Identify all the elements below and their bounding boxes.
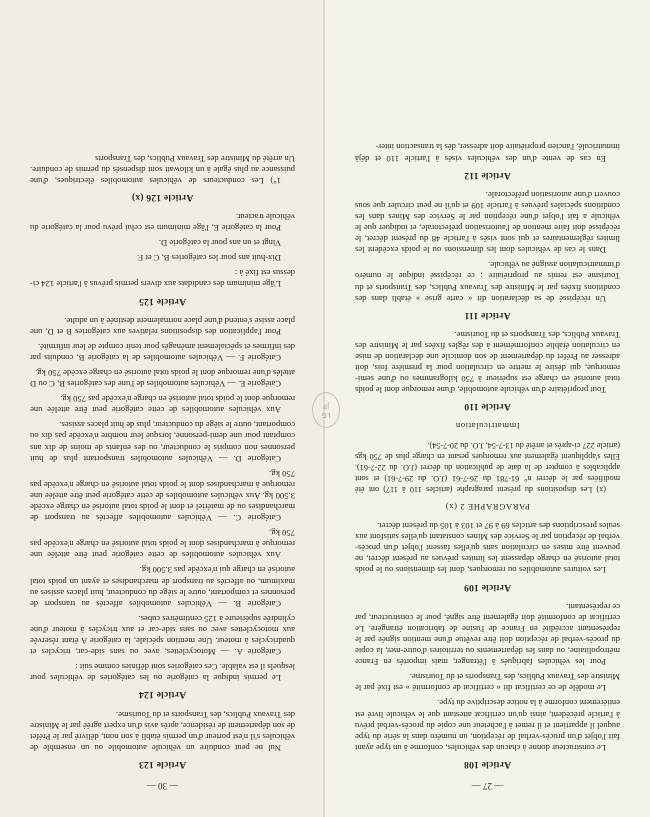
paragraph: Pour les véhicules fabriqués à l'étranger, mais importés en France métropolitaine, ou dans les départements ou territoires d'outre-mer, la copie du procès-verbal de réception doit être revêtue d'une mention signée par le représentant accrédité en France de l'usine de fabrication étrangère. Le certificat de conformité doit également être signé, pour le constructeur, par ce représentant. bbox=[355, 601, 620, 668]
section-heading: Immatriculation bbox=[455, 421, 520, 432]
library-stamp bbox=[312, 392, 340, 428]
paragraph: Les voitures automobiles ou remorques, dont les dimensions ou le poids total autorisé en charge dépassent les limites prévues au présent décret, ne peuvent être mises en circulation sans qu'elles fassent l'objet d'un procès-verbal de réception par le Service des Mines constatant qu'elles satisfont aux seules prescriptions des articles 69 à 97 et 103 à 105 du présent décret. bbox=[355, 521, 620, 576]
page-number: — 30 — bbox=[146, 781, 179, 791]
article-heading: Article 125 bbox=[138, 295, 187, 307]
paragraph: Catégorie B. — Véhicules automobiles affectés au transport de personnes et comportant, outre le siège du conducteur, huit places assises au maximum, ou affectés au transport de marchandises et ayant un poids total autorisé en charge qui n'excède pas 3.500 kg. bbox=[30, 565, 295, 609]
paragraph: Catégorie D. — Véhicules automobiles transportant plus de huit personnes non compris le conducteur, ou des enfants de moins de dix ans comptant pour une demi-personne, lorsque leur nombre n'excède pas dix ou comportant, outre le siège du conducteur, plus de huit places assises. bbox=[30, 420, 295, 464]
page-number: — 27 — bbox=[471, 781, 504, 791]
article-heading: Article 112 bbox=[464, 169, 511, 181]
paragraph: Nul ne peut conduire un véhicule automobile ou un ensemble de véhicules s'il n'est porteur d'un permis établi à son nom, délivré par le Préfet de son département de résidence, après avis d'un expert agréé par le Ministre des Travaux Publics, des Transports et du Tourisme. bbox=[30, 709, 295, 753]
paragraph: Le modèle de ce certificat dit « certificat de conformité » est fixé par le Ministre des Travaux Publics, des Transports et du Tourisme. bbox=[355, 672, 620, 694]
paragraph: Catégorie E. — Véhicules automobiles de l'une des catégories B, C ou D attelés d'une remorque dont le poids total autorisé en charge excède 750 kg. bbox=[30, 368, 295, 390]
article-heading: Article 124 bbox=[138, 689, 187, 701]
paragraph: Vingt et un ans pour la catégorie D. bbox=[158, 238, 281, 249]
paragraph: Catégorie A. — Motocyclettes, avec ou sans side-car, tricycles et quadricycles à moteur. Une mention spéciale, la catégorie A étant réservée aux motocyclettes avec ou sans side-car et aux tricycles à moteur d'une cylindrée supérieure à 125 centimètres cubes. bbox=[30, 613, 295, 658]
paragraph: Tout propriétaire d'un véhicule automobile, d'une remorque dont le poids total autorisé en charge est supérieur à 750 kilogrammes ou d'une semi-remorque, qui désire le mettre en circulation pour la première fois, doit adresser au Préfet du département de son domicile une déclaration de mise en circulation établie conformément à des règles fixées par le Ministre des Travaux Publics, des Transports et du Tourisme. bbox=[355, 329, 620, 396]
paragraph: Un récépissé de sa déclaration dit « carte grise » établi dans des conditions fixées par le Ministre des Travaux Publics, des Transports et du Tourisme est remis au propriétaire ; ce récépissé indique le numéro d'immatriculation assigné au véhicule. bbox=[355, 260, 620, 304]
article-heading: Article 108 bbox=[463, 758, 512, 770]
paragraph: En cas de vente d'un des véhicules visés à l'article 110 et déjà immatriculé, l'ancien propriétaire doit adresser, dès la transaction inter- bbox=[355, 142, 620, 164]
paragraph: Dix-huit ans pour les catégories B, C et F. bbox=[137, 253, 281, 264]
article-heading: Article 123 bbox=[138, 758, 187, 770]
section-heading: PARAGRAPHE 2 (x) bbox=[445, 502, 530, 513]
paragraph: Aux véhicules automobiles de cette catégorie peut être attelée une remorque dont le poids total autorisé en charge n'excède pas 750 kg. bbox=[30, 394, 295, 416]
article-heading: Article 110 bbox=[464, 401, 511, 413]
paragraph: L'âge minimum des candidats aux divers permis prévus à l'article 124 ci-dessus est fixé à : bbox=[30, 268, 295, 290]
paragraph: Pour la catégorie E, l'âge minimum est celui prévu pour la catégorie du véhicule tracteur. bbox=[30, 211, 295, 234]
paragraph: Pour l'application des dispositions relatives aux catégories B et D, une place assise s'entend d'une place normalement destinée à un adulte. bbox=[30, 315, 295, 337]
article-heading: Article 109 bbox=[463, 581, 512, 593]
right-page bbox=[325, 0, 650, 817]
paragraph: 1°) Les conducteurs de véhicules automobiles électriques, d'une puissance au plus égale à un kilowatt sont dispensés du permis de conduire. Un arrêté du Ministre des Travaux Publics, des Transports bbox=[30, 153, 295, 186]
stamp-line: LG bbox=[321, 411, 331, 419]
paragraph: Catégorie C. — Véhicules automobiles affectés au transport de marchandises ou de matériel et dont le poids total autorisé en charge excède 3.500 kg. Aux véhicules automobiles de cette catégorie peut être attelée une remorque à marchandises dont le poids total autorisé en charge n'excède pas 750 kg. bbox=[30, 468, 295, 524]
left-page-body bbox=[30, 153, 295, 770]
right-page-body bbox=[355, 141, 620, 770]
stamp-line: JP bbox=[322, 402, 330, 410]
article-heading: Article 111 bbox=[464, 309, 511, 321]
paragraph: Catégorie F. — Véhicules automobiles de la catégorie B, conduits par des infirmes et spécialement aménagés pour tenir compte de leur infirmité. bbox=[30, 341, 295, 363]
paragraph: Le constructeur donne à chacun des véhicules, conforme à un type ayant fait l'objet d'un procès-verbal de réception, un numéro dans la série du type auquel il appartient et il remet à l'acheteur une copie du procès-verbal prévu à l'article précédent, ainsi qu'un certificat attestant que le véhicule livré est entièrement conforme à la notice descriptive du type. bbox=[355, 698, 620, 753]
footnote: (x) Les dispositions du présent paragraphe (articles 110 à 117) ont été modifiées par le décret n° 61-781 du 26-7-61 (J.O. du 29-7-61) et sont applicables à compter de la date de publication du décret (J.O. du 22-7-61). Elles s'appliquent également aux remorques pesant en charge plus de 750 kgs (article 227 ci-après et arrêté du 13-7-54, J.O. du 20-7-54). bbox=[355, 440, 620, 494]
article-heading: Article 126 (x) bbox=[131, 191, 194, 203]
paragraph: Dans le cas de véhicules dont les dimensions ou le poids excèdent les limites réglementaires et qui sont visés à l'article 48 du présent décret, le récépissé doit faire mention de l'autorisation préfectorale, et indiquer que le véhicule a fait l'objet d'une réception par le Service des Mines dans les conditions spéciales prévues à l'article 109 et qu'il ne peut circuler que sous couvert d'une autorisation préfectorale. bbox=[355, 189, 620, 256]
paragraph: Aux véhicules automobiles de cette catégorie peut être attelée une remorque à marchandises dont le poids total autorisé en charge n'excède pas 750 kg. bbox=[30, 528, 295, 561]
paragraph: Le permis indique la catégorie ou les catégories de véhicules pour lesquels il est valable. Ces catégories sont définies comme suit : bbox=[30, 662, 295, 684]
